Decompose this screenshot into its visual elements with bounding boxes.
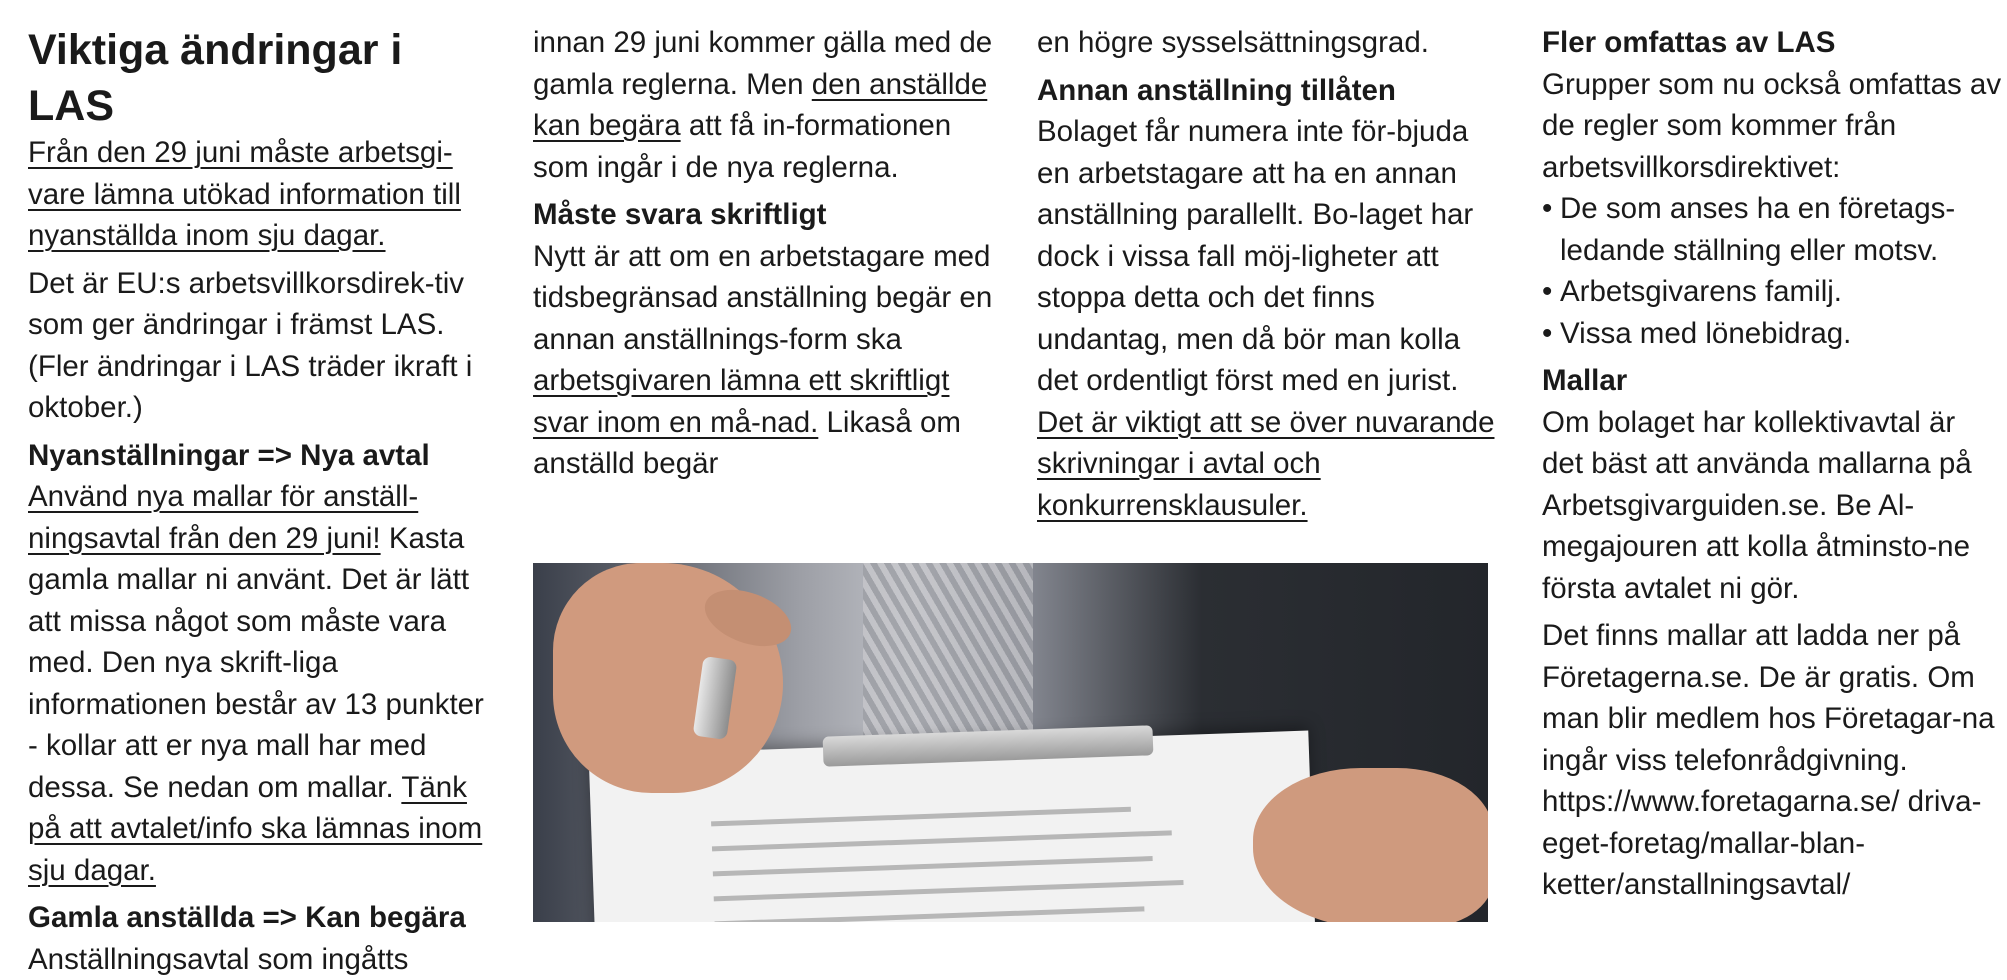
- heading-mallar: Mallar: [1542, 364, 1628, 397]
- col2-p1-text-a: innan 29 juni kommer gälla med de gamla reglerna. Men: [533, 26, 993, 101]
- column-4: [1542, 22, 2002, 906]
- column-1: [28, 22, 498, 980]
- page-title: Viktiga ändringar i LAS: [28, 26, 403, 130]
- col4-paragraph-2: Om bolaget har kollektivavtal är det bäst att använda mallarna på Arbetsgivarguiden.se. Be Al-megajouren att kolla åtminsto-ne första avtalet ni gör.: [1542, 405, 1972, 605]
- col2-paragraph-1: [533, 22, 1003, 188]
- col2-p2-text-a: Nytt är att om en arbetstagare med tidsbegränsad anställning begär en annan anställnings-form ska: [533, 239, 993, 356]
- heading-annan-anstallning: Annan anställning tillåten: [1037, 73, 1396, 107]
- heading-maste-svara: Måste svara skriftligt: [533, 198, 827, 231]
- col2-p1-text-b: att få in-formationen som ingår i de nya reglerna.: [533, 109, 952, 184]
- bullet-item: • Vissa med lönebidrag.: [1542, 313, 2002, 355]
- col3-p2-text: Bolaget får numera inte för-bjuda en arbetstagare att ha en annan anställning parallellt. Bo-laget har dock i vissa fall möj-ligheter att stoppa detta och det finns undantag, men då bör man kolla det ordentligt först med en jurist.: [1037, 115, 1474, 397]
- col2-p1-highlight: den anställde kan begära: [533, 67, 988, 142]
- contract-signing-photo: [533, 563, 1488, 922]
- col2-p2-highlight: arbetsgivaren lämna ett skriftligt svar inom en må-nad.: [533, 364, 950, 439]
- heading-gamla-anstallda: Gamla anställda => Kan begära: [28, 901, 466, 934]
- heading-fler-omfattas: Fler omfattas av LAS: [1542, 26, 1836, 59]
- column-3: [1037, 22, 1507, 526]
- col4-paragraph-1: Grupper som nu också omfattas av de regler som kommer från arbetsvillkorsdirektivet:: [1542, 67, 2002, 184]
- col2-paragraph-2: [533, 240, 992, 481]
- intro-highlight: Från den 29 juni måste arbetsgi-vare lämna utökad information till nyanställda inom sju dagar.: [28, 136, 461, 252]
- col3-paragraph-2: [1037, 115, 1494, 522]
- nyanstallningar-highlight: Använd nya mallar för anställ-ningsavtal från den 29 juni!: [28, 480, 419, 555]
- nyanstallningar-paragraph: Kasta gamla mallar ni använt. Det är lätt att missa något som måste vara med. Den nya skrift-liga informationen består av 13 punkter - kollar att er nya mall har med dessa. Se nedan om mallar.: [28, 521, 484, 804]
- nyanstallningar-highlight-end: Tänk på att avtalet/info ska lämnas inom sju dagar.: [28, 770, 483, 887]
- column-2: [533, 22, 1003, 485]
- bullet-item: • De som anses ha en företags-ledande ställning eller motsv.: [1542, 188, 2002, 271]
- intro-paragraph: Det är EU:s arbetsvillkorsdirek-tiv som ger ändringar i främst LAS. (Fler ändringar i LAS träder ikraft i oktober.): [28, 266, 473, 424]
- col3-paragraph-1: en högre sysselsättningsgrad.: [1037, 26, 1429, 59]
- heading-nyanstallningar: Nyanställningar => Nya avtal: [28, 438, 430, 472]
- col4-paragraph-3: Det finns mallar att ladda ner på Företagerna.se. De är gratis. Om man blir medlem hos Företagar-na ingår viss telefonrådgivning. https://www.foretagarna.se/ driva-eget-foretag/mallar-blan-ketter/anstallningsavtal/: [1542, 619, 1995, 901]
- hand-graphic: [1253, 768, 1488, 922]
- bullet-item: • Arbetsgivarens familj.: [1542, 271, 2002, 313]
- gamla-anstallda-paragraph: Anställningsavtal som ingåtts: [28, 942, 409, 976]
- col3-p2-highlight: Det är viktigt att se över nuvarande skrivningar i avtal och konkurrensklausuler.: [1037, 405, 1495, 522]
- col2-p2-text-b: Likaså om anställd begär: [533, 405, 961, 480]
